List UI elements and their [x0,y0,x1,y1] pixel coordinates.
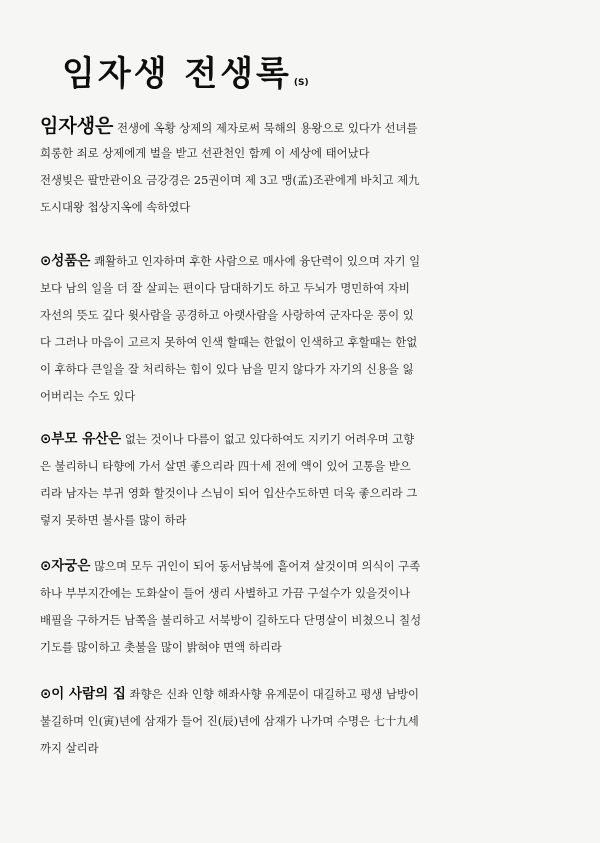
section-heading: ⊙성품은 [40,253,91,269]
title-suffix: (S) [293,78,309,88]
paragraph-line: 배필을 구하거든 남쪽을 불리하고 서북방이 길하도다 단명살이 비쳤으니 칠성 [40,613,422,627]
section-heading: 임자생은 [40,115,114,137]
paragraph-line [40,553,570,580]
page-title [62,46,309,95]
section-heading: ⊙자궁은 [40,558,91,574]
paragraph-line: 전생빚은 팔만관이요 금강경은 25권이며 제 3고 맹(孟)조관에게 바치고 제九 [40,173,420,187]
paragraph-line: 희롱한 죄로 상제에게 벌을 받고 선관천인 함께 이 세상에 태어났다 [40,146,370,160]
paragraph-text: 없는 것이나 다름이 없고 있다하여도 지키기 어려우며 고향 [124,432,415,446]
paragraph-line: 은 불리하니 타향에 가서 살면 좋으리라 四十세 전에 액이 있어 고통을 받으 [40,459,411,473]
paragraph-text: 쾌활하고 인자하며 후한 사람으로 매사에 융단력이 있으며 자기 일 [94,254,421,268]
paragraph-line: 보다 남의 일을 더 잘 살피는 편이다 담대하기도 하고 두뇌가 명민하여 자비 [40,281,410,295]
section-heading: ⊙부모 유산은 [40,431,122,447]
paragraph-line: 기도를 많이하고 촛불을 많이 밝혀야 면액 하리라 [40,640,282,654]
section-children [40,553,570,661]
paragraph-line: 이 후하다 큰일을 잘 처리하는 힘이 있다 남을 믿지 않다가 자기의 신용을 잃 [40,362,414,376]
section-previous-life [40,113,570,221]
paragraph-line: 어버리는 수도 있다 [40,389,136,403]
paragraph-line: 하나 부부지간에는 도화살이 들어 생리 사별하고 가끔 구설수가 있을것이나 [40,586,411,600]
paragraph-text: 좌향은 신좌 인향 해좌사향 유계문이 대길하고 평생 남방이 [129,687,419,701]
section-personality [40,248,570,410]
paragraph-line [40,426,570,453]
paragraph-line: 불길하며 인(寅)년에 삼재가 들어 진(辰)년에 삼재가 나가며 수명은 七十九세 [40,714,419,728]
section-heading: ⊙이 사람의 집 [40,686,126,702]
paragraph-text: 전생에 옥황 상제의 제자로써 묵해의 용왕으로 있다가 선녀를 [117,121,418,135]
paragraph-line: 자선의 뜻도 깊다 윗사람을 공경하고 아랫사람을 사랑하여 군자다운 풍이 있 [40,308,414,322]
paragraph-line: 렇지 못하면 불사를 많이 하라 [40,513,187,527]
section-house [40,681,570,762]
title-main: 임자생 전생록 [62,54,292,94]
paragraph-line [40,681,570,708]
paragraph-line [40,113,570,140]
paragraph-line: 도시대왕 첩상지옥에 속하였다 [40,200,191,214]
paragraph-line: 리라 남자는 부귀 영화 할것이나 스님이 되어 입산수도하면 더욱 좋으리라 그 [40,486,418,500]
section-inheritance [40,426,570,534]
paragraph-line [40,248,570,275]
paragraph-text: 많으며 모두 귀인이 되어 동서남북에 흩어져 살것이며 의식이 구족 [94,559,421,573]
paragraph-line: 까지 살리라 [40,741,99,755]
paragraph-line: 다 그러나 마음이 고르지 못하여 인색 할때는 한없이 인색하고 후할때는 한없 [40,335,418,349]
